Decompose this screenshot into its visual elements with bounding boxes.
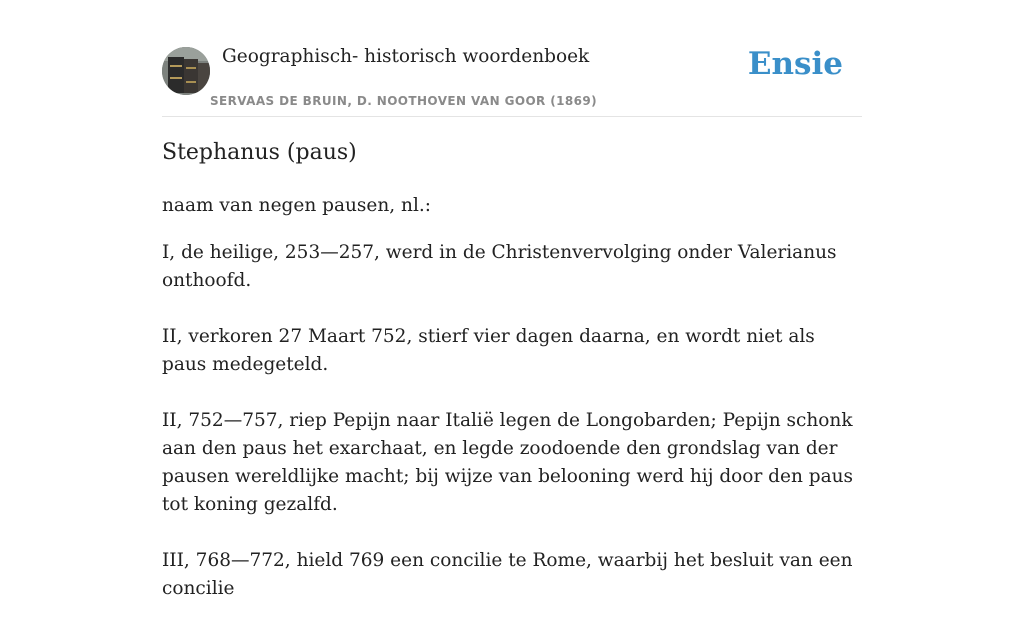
book-header <box>162 0 862 117</box>
page-container <box>162 0 862 599</box>
books-image-icon <box>162 47 210 95</box>
entry-body <box>162 192 862 631</box>
book-title[interactable]: Geographisch- historisch woordenboek <box>222 46 590 67</box>
entry-paragraph: I, de heilige, 253—257, werd in de Christenvervolging onder Valerianus onthoofd. <box>162 242 837 291</box>
book-cover-avatar[interactable] <box>162 47 210 95</box>
entry-paragraph: II, 752—757, riep Pepijn naar Italië legen de Longobarden; Pepijn schonk aan den paus het exarchaat, en legde zoodoende den grondslag van der pausen wereldlijke macht; bij wijze van belooning werd hij door den paus tot koning gezalfd. <box>162 410 854 515</box>
entry-paragraph: III, 768—772, hield 769 een concilie te Rome, waarbij het besluit van een concilie <box>162 550 853 599</box>
ensie-logo[interactable]: Ensie <box>747 46 843 82</box>
entry-title: Stephanus (paus) <box>162 140 357 165</box>
entry-intro: naam van negen pausen, nl.: <box>162 195 431 216</box>
book-authors-year: SERVAAS DE BRUIN, D. NOOTHOVEN VAN GOOR (1869) <box>210 94 598 108</box>
entry-paragraph: II, verkoren 27 Maart 752, stierf vier dagen daarna, en wordt niet als paus medegeteld. <box>162 326 815 375</box>
